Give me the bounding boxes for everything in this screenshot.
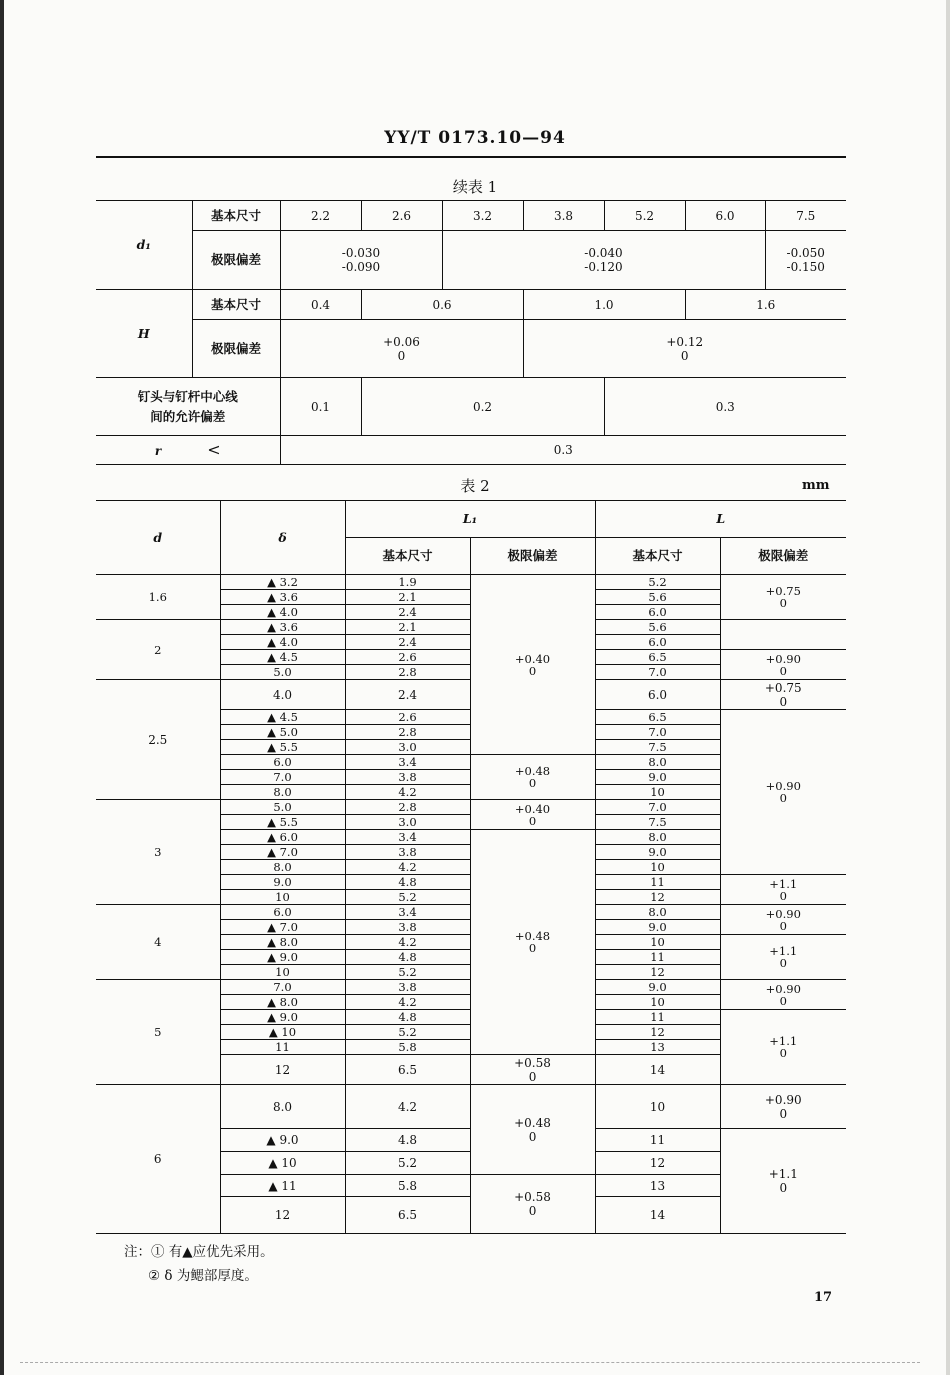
delta-value: 12 — [220, 1055, 345, 1085]
t1-d1-size: 7.5 — [765, 201, 846, 231]
t1-d1-basic-label: 基本尺寸 — [192, 201, 280, 231]
L1-basic-value: 4.8 — [345, 875, 470, 890]
L-basic-value: 10 — [595, 1085, 720, 1129]
delta-value: ▲ 9.0 — [220, 1010, 345, 1025]
L1-basic-value: 2.1 — [345, 590, 470, 605]
L-basic-value: 12 — [595, 890, 720, 905]
L-basic-value: 6.0 — [595, 605, 720, 620]
L1-basic-value: 1.9 — [345, 575, 470, 590]
L-basic-value: 6.0 — [595, 635, 720, 650]
L1-basic-value: 4.2 — [345, 1085, 470, 1129]
t1-d1-size: 2.2 — [280, 201, 361, 231]
L1-dev-value: +0.40 0 — [470, 800, 595, 830]
L1-basic-value: 3.8 — [345, 920, 470, 935]
d-value: 2 — [96, 620, 220, 680]
t1-d1-size: 6.0 — [685, 201, 765, 231]
L1-basic-value: 4.2 — [345, 860, 470, 875]
delta-value: 10 — [220, 965, 345, 980]
table2-body — [96, 575, 846, 1234]
L1-dev-value: +0.40 0 — [470, 575, 595, 755]
L1-dev-value: +0.48 0 — [470, 830, 595, 1055]
L-basic-value: 11 — [595, 1010, 720, 1025]
delta-value: ▲ 3.2 — [220, 575, 345, 590]
L1-basic-value: 5.8 — [345, 1040, 470, 1055]
table1-caption: 续表 1 — [452, 178, 498, 196]
scan-noise-line — [20, 1362, 920, 1363]
L-basic-value: 7.5 — [595, 740, 720, 755]
d-value: 3 — [96, 800, 220, 905]
L-basic-value: 8.0 — [595, 905, 720, 920]
delta-value: 10 — [220, 890, 345, 905]
L1-basic-value: 2.4 — [345, 605, 470, 620]
delta-value: ▲ 5.5 — [220, 815, 345, 830]
L1-basic-value: 3.4 — [345, 755, 470, 770]
L-dev-value: +0.90 0 — [720, 980, 846, 1010]
t1-d1-dev: -0.040 -0.120 — [442, 231, 765, 290]
t1-center-value: 0.1 — [280, 378, 361, 436]
t1-d1-dev: -0.030 -0.090 — [280, 231, 442, 290]
t1-r-label: r < — [96, 436, 280, 465]
L1-basic-value: 3.4 — [345, 905, 470, 920]
L-dev-value: +0.90 0 — [720, 1085, 846, 1129]
delta-value: 6.0 — [220, 755, 345, 770]
L-basic-value: 11 — [595, 1129, 720, 1152]
L1-basic-value: 4.8 — [345, 950, 470, 965]
delta-value: ▲ 4.0 — [220, 635, 345, 650]
L1-basic-value: 5.2 — [345, 890, 470, 905]
L-basic-value: 8.0 — [595, 755, 720, 770]
delta-value: 8.0 — [220, 860, 345, 875]
L1-basic-value: 4.8 — [345, 1010, 470, 1025]
L-dev-value: +1.1 0 — [720, 1010, 846, 1085]
t2-L1-dev-header: 极限偏差 — [470, 538, 595, 575]
L-dev-value: +0.90 0 — [720, 650, 846, 680]
delta-value: 5.0 — [220, 800, 345, 815]
delta-value: 11 — [220, 1040, 345, 1055]
L1-basic-value: 5.8 — [345, 1175, 470, 1197]
table2 — [96, 500, 846, 1234]
table2-unit: mm — [802, 478, 830, 493]
t1-h-dev-label: 极限偏差 — [192, 320, 280, 378]
L-basic-value: 5.6 — [595, 590, 720, 605]
table2-caption: 表 2 — [460, 477, 490, 495]
delta-value: ▲ 9.0 — [220, 1129, 345, 1152]
L-basic-value: 13 — [595, 1040, 720, 1055]
L1-basic-value: 3.0 — [345, 815, 470, 830]
L-basic-value: 14 — [595, 1197, 720, 1234]
L-basic-value: 6.5 — [595, 650, 720, 665]
L-dev-value: +0.90 0 — [720, 905, 846, 935]
t2-delta-header: δ — [220, 501, 345, 575]
L-dev-value: +1.1 0 — [720, 875, 846, 905]
L-basic-value: 11 — [595, 950, 720, 965]
note-1: 注：① 有▲应优先采用。 — [124, 1244, 274, 1260]
t1-d1-label: d₁ — [96, 201, 192, 290]
L-basic-value: 7.0 — [595, 725, 720, 740]
L1-basic-value: 2.6 — [345, 710, 470, 725]
L-basic-value: 10 — [595, 935, 720, 950]
t1-center-value: 0.3 — [604, 378, 846, 436]
L-basic-value: 12 — [595, 965, 720, 980]
delta-value: 9.0 — [220, 875, 345, 890]
t1-h-size: 1.6 — [685, 290, 846, 320]
L1-basic-value: 5.2 — [345, 1025, 470, 1040]
L-dev-value: +1.1 0 — [720, 1129, 846, 1234]
d-value: 2.5 — [96, 680, 220, 800]
delta-value: ▲ 7.0 — [220, 920, 345, 935]
delta-value: ▲ 10 — [220, 1025, 345, 1040]
table1 — [96, 200, 846, 465]
delta-value: ▲ 3.6 — [220, 590, 345, 605]
L-basic-value: 6.0 — [595, 680, 720, 710]
t2-L-header: L — [595, 501, 846, 538]
L-basic-value: 8.0 — [595, 830, 720, 845]
L1-basic-value: 2.8 — [345, 725, 470, 740]
L1-basic-value: 4.2 — [345, 785, 470, 800]
t1-r-value: 0.3 — [280, 436, 846, 465]
L1-basic-value: 2.8 — [345, 800, 470, 815]
t1-d1-dev: -0.050 -0.150 — [765, 231, 846, 290]
L-dev-value: +0.75 0 — [720, 680, 846, 710]
L-basic-value: 10 — [595, 860, 720, 875]
t2-L1-basic-header: 基本尺寸 — [345, 538, 470, 575]
L1-basic-value: 2.1 — [345, 620, 470, 635]
delta-value: ▲ 6.0 — [220, 830, 345, 845]
delta-value: ▲ 4.5 — [220, 650, 345, 665]
scan-edge-right — [946, 0, 950, 1375]
t1-d1-size: 3.2 — [442, 201, 523, 231]
notes — [124, 1240, 274, 1288]
t2-d-header: d — [96, 501, 220, 575]
header-rule — [96, 156, 846, 158]
delta-value: 8.0 — [220, 1085, 345, 1129]
delta-value: ▲ 5.5 — [220, 740, 345, 755]
t1-center-label: 钉头与钉杆中心线 间的允许偏差 — [96, 378, 280, 436]
L-basic-value: 5.6 — [595, 620, 720, 635]
t1-d1-size: 5.2 — [604, 201, 685, 231]
L1-dev-value: +0.58 0 — [470, 1055, 595, 1085]
t1-h-dev: +0.12 0 — [523, 320, 846, 378]
L1-basic-value: 2.4 — [345, 680, 470, 710]
t1-h-size: 0.4 — [280, 290, 361, 320]
d-value: 5 — [96, 980, 220, 1085]
L-dev-value: +0.90 0 — [720, 710, 846, 875]
delta-value: ▲ 5.0 — [220, 725, 345, 740]
d-value: 4 — [96, 905, 220, 980]
L1-basic-value: 3.8 — [345, 770, 470, 785]
delta-value: ▲ 8.0 — [220, 995, 345, 1010]
L-basic-value: 14 — [595, 1055, 720, 1085]
delta-value: ▲ 3.6 — [220, 620, 345, 635]
delta-value: ▲ 7.0 — [220, 845, 345, 860]
delta-value: 5.0 — [220, 665, 345, 680]
page-number: 17 — [814, 1290, 833, 1305]
delta-value: 7.0 — [220, 770, 345, 785]
L-basic-value: 7.0 — [595, 665, 720, 680]
L1-basic-value: 2.4 — [345, 635, 470, 650]
L1-basic-value: 2.8 — [345, 665, 470, 680]
L-basic-value: 9.0 — [595, 920, 720, 935]
L1-dev-value: +0.48 0 — [470, 1085, 595, 1175]
L-dev-value: +1.1 0 — [720, 935, 846, 980]
t1-h-label: H — [96, 290, 192, 378]
L1-dev-value: +0.58 0 — [470, 1175, 595, 1234]
L-basic-value: 12 — [595, 1025, 720, 1040]
L-basic-value: 9.0 — [595, 845, 720, 860]
L1-basic-value: 6.5 — [345, 1197, 470, 1234]
delta-value: ▲ 11 — [220, 1175, 345, 1197]
t2-L-basic-header: 基本尺寸 — [595, 538, 720, 575]
standard-header: YY/T 0173.10—94 — [384, 128, 566, 148]
delta-value: ▲ 9.0 — [220, 950, 345, 965]
scan-edge-left — [0, 0, 4, 1375]
L1-dev-value: +0.48 0 — [470, 755, 595, 800]
L-basic-value: 9.0 — [595, 980, 720, 995]
delta-value: 12 — [220, 1197, 345, 1234]
delta-value: ▲ 8.0 — [220, 935, 345, 950]
L1-basic-value: 4.2 — [345, 935, 470, 950]
L-basic-value: 7.5 — [595, 815, 720, 830]
delta-value: ▲ 4.5 — [220, 710, 345, 725]
L1-basic-value: 3.4 — [345, 830, 470, 845]
L1-basic-value: 5.2 — [345, 965, 470, 980]
L-dev-value: +0.75 0 — [720, 575, 846, 620]
L-basic-value: 6.5 — [595, 710, 720, 725]
t1-h-size: 1.0 — [523, 290, 685, 320]
t1-d1-size: 2.6 — [361, 201, 442, 231]
d-value: 6 — [96, 1085, 220, 1234]
t1-d1-dev-label: 极限偏差 — [192, 231, 280, 290]
delta-value: 7.0 — [220, 980, 345, 995]
t1-center-value: 0.2 — [361, 378, 604, 436]
t1-d1-size: 3.8 — [523, 201, 604, 231]
L1-basic-value: 2.6 — [345, 650, 470, 665]
L-basic-value: 7.0 — [595, 800, 720, 815]
t2-L1-header: L₁ — [345, 501, 595, 538]
note-2: ② δ 为鳃部厚度。 — [148, 1268, 258, 1284]
t2-L-dev-header: 极限偏差 — [720, 538, 846, 575]
t1-h-size: 0.6 — [361, 290, 523, 320]
L1-basic-value: 4.2 — [345, 995, 470, 1010]
delta-value: ▲ 4.0 — [220, 605, 345, 620]
L1-basic-value: 3.0 — [345, 740, 470, 755]
L1-basic-value: 3.8 — [345, 980, 470, 995]
delta-value: 8.0 — [220, 785, 345, 800]
L-basic-value: 12 — [595, 1152, 720, 1175]
L-basic-value: 11 — [595, 875, 720, 890]
L1-basic-value: 4.8 — [345, 1129, 470, 1152]
t1-h-basic-label: 基本尺寸 — [192, 290, 280, 320]
L-basic-value: 5.2 — [595, 575, 720, 590]
d-value: 1.6 — [96, 575, 220, 620]
L1-basic-value: 3.8 — [345, 845, 470, 860]
L1-basic-value: 5.2 — [345, 1152, 470, 1175]
t1-h-dev: +0.06 0 — [280, 320, 523, 378]
delta-value: 6.0 — [220, 905, 345, 920]
L1-basic-value: 6.5 — [345, 1055, 470, 1085]
L-basic-value: 10 — [595, 785, 720, 800]
L-basic-value: 13 — [595, 1175, 720, 1197]
delta-value: ▲ 10 — [220, 1152, 345, 1175]
delta-value: 4.0 — [220, 680, 345, 710]
L-basic-value: 9.0 — [595, 770, 720, 785]
L-basic-value: 10 — [595, 995, 720, 1010]
